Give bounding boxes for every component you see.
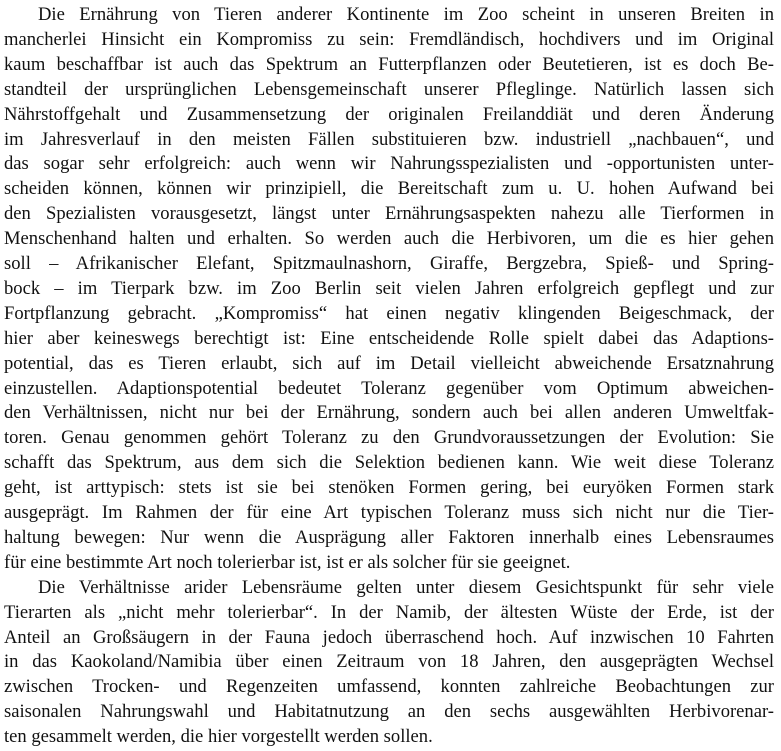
paragraph-2-line: Anteil an Großsäugern in der Fauna jedoch überraschend hoch. Auf inzwischen 10 Fahrten (4, 626, 774, 648)
paragraph-1-line: scheiden können, können wir prinzipiell, die Bereitschaft zum u. U. hohen Aufwand bei (4, 178, 774, 200)
paragraph-2-line: in das Kaokoland/Namibia über einen Zeitraum von 18 Jahren, den ausgeprägten Wechsel (4, 651, 774, 673)
paragraph-1-line: mancherlei Hinsicht ein Kompromiss zu sein: Fremdländisch, hochdivers und im Original (4, 28, 774, 50)
paragraph-1-line: den Verhältnissen, nicht nur bei der Ernährung, sondern auch bei allen anderen Umweltfak- (4, 402, 774, 424)
paragraph-1-line: hier aber keineswegs berechtigt ist: Eine entscheidende Rolle spielt dabei das Adaptions- (4, 327, 774, 349)
paragraph-1-line: Fortpflanzung gebracht. „Kompromiss“ hat einen negativ klingenden Beigeschmack, der (4, 302, 774, 324)
paragraph-1-line: geht, ist arttypisch: stets ist sie bei stenöken Formen gering, bei euryöken Formen stark (4, 477, 774, 499)
paragraph-1-line: bock – im Tierpark bzw. im Zoo Berlin seit vielen Jahren erfolgreich gepflegt und zur (4, 277, 774, 299)
paragraph-1-line: den Spezialisten vorausgesetzt, längst unter Ernährungsaspekten nahezu alle Tierformen in (4, 203, 774, 225)
paragraph-1-line: Nährstoffgehalt und Zusammensetzung der originalen Freilanddiät und deren Änderung (4, 103, 774, 125)
paragraph-1-line: kaum beschaffbar ist auch das Spektrum an Futterpflanzen oder Beutetieren, ist es doch Be- (4, 53, 774, 75)
paragraph-1-line: haltung bewegen: Nur wenn die Ausprägung aller Faktoren innerhalb eines Lebensraumes (4, 526, 774, 548)
paragraph-1-line: das sogar sehr erfolgreich: auch wenn wir Nahrungsspezialisten und -opportunisten unter- (4, 153, 774, 175)
document-page (4, 0, 774, 750)
paragraph-1-line: soll – Afrikanischer Elefant, Spitzmaulnashorn, Giraffe, Bergzebra, Spieß- und Spring- (4, 253, 774, 274)
paragraph-1-line: Die Ernährung von Tieren anderer Kontinente im Zoo scheint in unseren Breiten in (38, 4, 774, 25)
paragraph-2-line: zwischen Trocken- und Regenzeiten umfassend, konnten zahlreiche Beobachtungen zur (4, 676, 774, 698)
paragraph-1-line: im Jahresverlauf in den meisten Fällen substituieren bzw. industriell „nachbauen“, und (4, 128, 774, 150)
paragraph-1-line: Menschenhand halten und erhalten. So werden auch die Herbivoren, um die es hier gehen (4, 228, 774, 250)
paragraph-1-line: für eine bestimmte Art noch tolerierbar ist, ist er als solcher für sie geeignet. (4, 551, 571, 573)
paragraph-2-line: Die Verhältnisse arider Lebensräume gelten unter diesem Gesichtspunkt für sehr viele (38, 576, 774, 598)
paragraph-1-line: einzustellen. Adaptionspotential bedeutet Toleranz gegenüber vom Optimum abweichen- (4, 377, 774, 399)
paragraph-1-line: standteil der ursprünglichen Lebensgemeinschaft unserer Pfleglinge. Natürlich lassen sich (4, 78, 774, 100)
paragraph-1-line: toren. Genau genommen gehört Toleranz zu den Grundvoraussetzungen der Evolution: Sie (4, 427, 774, 449)
paragraph-1-line: ausgeprägt. Im Rahmen der für eine Art typischen Toleranz muss sich nicht nur die Tier- (4, 502, 774, 523)
paragraph-2-line: ten gesammelt werden, die hier vorgestellt werden sollen. (4, 726, 433, 748)
paragraph-1-line: potential, das es Tieren erlaubt, sich auf im Detail vielleicht abweichende Ersatznahrung (4, 352, 774, 374)
paragraph-2-line: saisonalen Nahrungswahl und Habitatnutzung an den sechs ausgewählten Herbivorenar- (4, 701, 774, 723)
paragraph-1-line: schafft das Spektrum, aus dem sich die Selektion bedienen kann. Wie weit diese Toleranz (4, 452, 774, 474)
paragraph-2-line: Tierarten als „nicht mehr tolerierbar“. In der Namib, der ältesten Wüste der Erde, ist der (4, 601, 774, 623)
